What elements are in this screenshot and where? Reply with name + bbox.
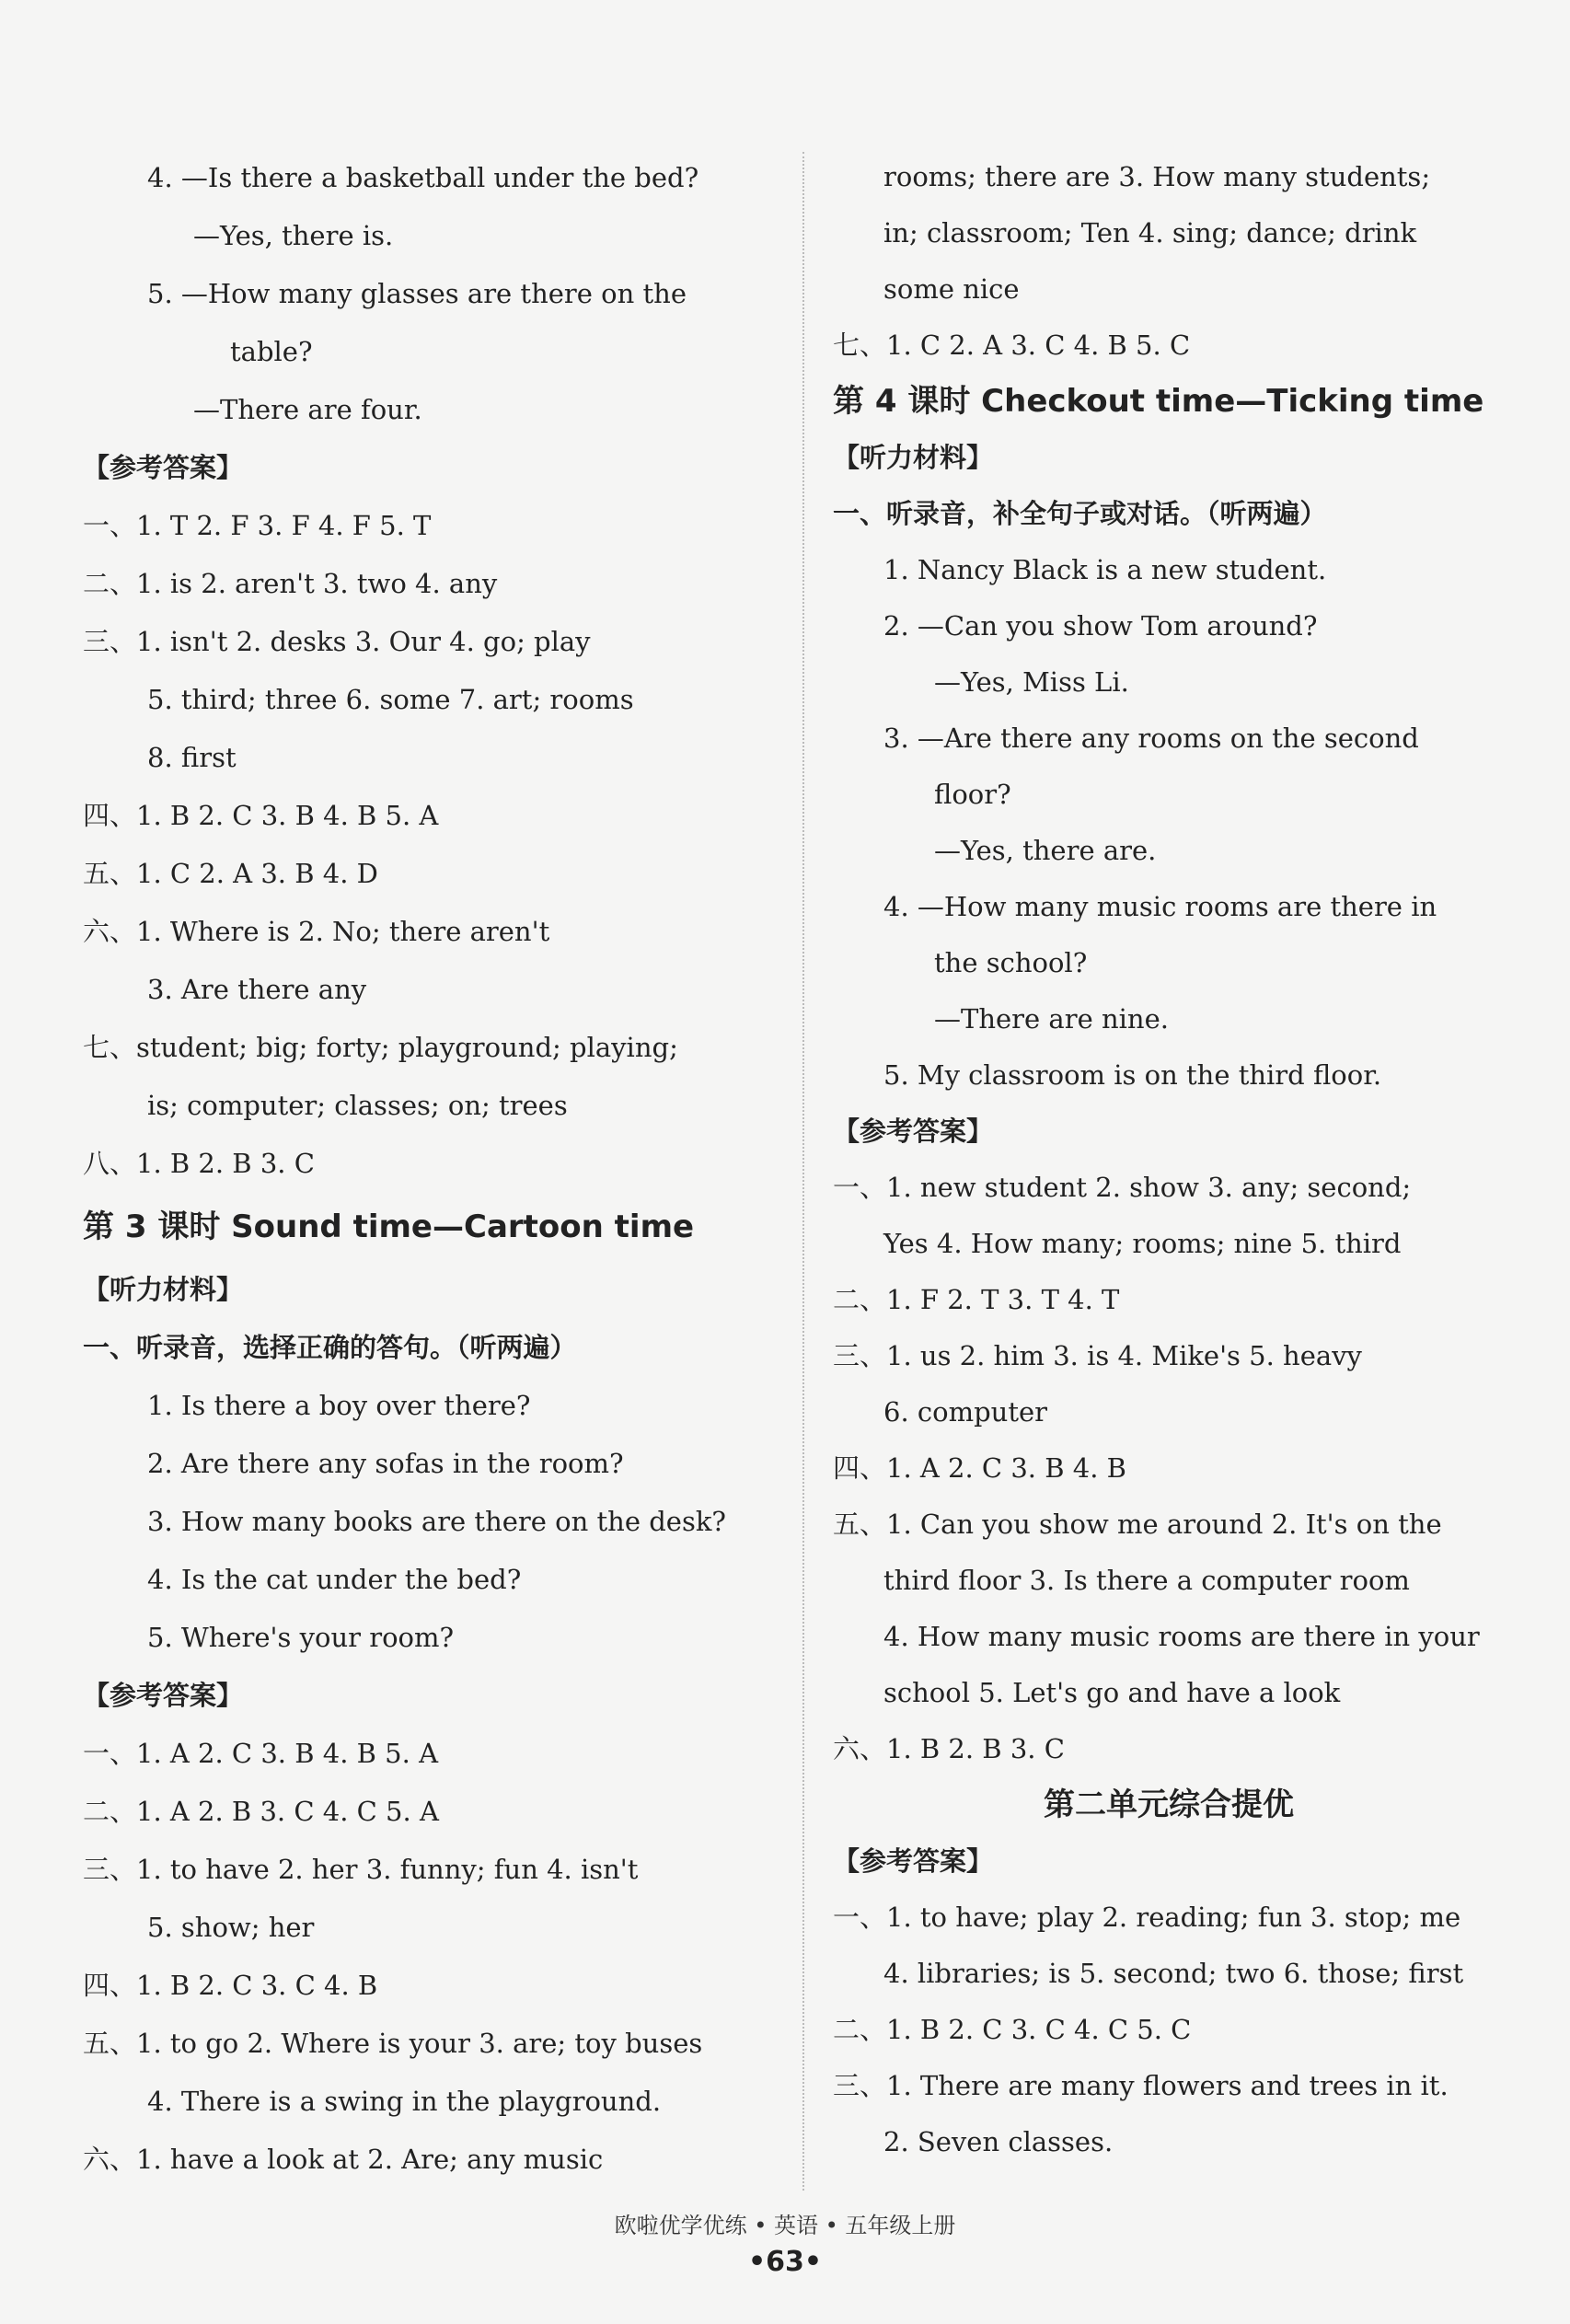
answer-line: 4. libraries; is 5. second; two 6. those; first bbox=[883, 1958, 1464, 1989]
answer-line: 一、1. to have; play 2. reading; fun 3. stop; me bbox=[833, 1902, 1461, 1933]
answer-line: 五、1. to go 2. Where is your 3. are; toy buses bbox=[83, 2028, 703, 2059]
section-heading: 【听力材料】 bbox=[833, 442, 994, 473]
column-divider bbox=[802, 152, 804, 2191]
footer-book-title: 欧啦优学优练 • 英语 • 五年级上册 bbox=[614, 2213, 956, 2238]
answer-line: 2. Seven classes. bbox=[883, 2126, 1114, 2157]
answer-line: —Yes, there is. bbox=[193, 220, 394, 251]
answer-line: is; computer; classes; on; trees bbox=[147, 1090, 568, 1121]
answer-line: 4. Is the cat under the bed? bbox=[147, 1564, 522, 1595]
left-column bbox=[83, 149, 782, 2189]
answer-line: 五、1. Can you show me around 2. It's on the bbox=[833, 1509, 1442, 1540]
answer-line: —There are nine. bbox=[934, 1003, 1169, 1035]
answer-line: 5. Where's your room? bbox=[147, 1622, 455, 1653]
section-heading: 【参考答案】 bbox=[83, 1680, 244, 1711]
answer-line: —There are four. bbox=[193, 394, 422, 425]
answer-line: rooms; there are 3. How many students; bbox=[883, 161, 1431, 192]
section-heading: 一、听录音，选择正确的答句。（听两遍） bbox=[83, 1332, 577, 1363]
answer-line: 四、1. B 2. C 3. C 4. B bbox=[83, 1970, 378, 2001]
answer-line: 三、1. to have 2. her 3. funny; fun 4. isn't bbox=[83, 1854, 639, 1885]
answer-line: 2. Are there any sofas in the room? bbox=[147, 1448, 624, 1479]
answer-line: 一、1. A 2. C 3. B 4. B 5. A bbox=[83, 1738, 439, 1769]
answer-line: 二、1. A 2. B 3. C 4. C 5. A bbox=[83, 1796, 439, 1827]
answer-line: 六、1. B 2. B 3. C bbox=[833, 1733, 1065, 1764]
answer-line: 二、1. B 2. C 3. C 4. C 5. C bbox=[833, 2014, 1192, 2045]
right-column bbox=[833, 149, 1505, 2170]
answer-line: 3. How many books are there on the desk? bbox=[147, 1506, 726, 1537]
answer-line: 五、1. C 2. A 3. B 4. D bbox=[83, 858, 378, 889]
answer-line: 4. —How many music rooms are there in bbox=[883, 891, 1437, 922]
answer-line: 8. first bbox=[147, 742, 237, 773]
answer-line: 3. Are there any bbox=[147, 974, 367, 1005]
answer-line: 四、1. A 2. C 3. B 4. B bbox=[833, 1452, 1126, 1484]
answer-line: school 5. Let's go and have a look bbox=[883, 1677, 1341, 1708]
section-heading: 【参考答案】 bbox=[833, 1845, 994, 1877]
answer-line: 三、1. There are many flowers and trees in it. bbox=[833, 2070, 1449, 2101]
page-number: •63• bbox=[747, 2246, 823, 2278]
section-heading: 一、听录音，补全句子或对话。（听两遍） bbox=[833, 498, 1327, 529]
answer-line: 3. —Are there any rooms on the second bbox=[883, 723, 1419, 754]
answer-line: 5. —How many glasses are there on the bbox=[147, 278, 687, 309]
answer-line: 4. There is a swing in the playground. bbox=[147, 2086, 662, 2117]
answer-line: table? bbox=[230, 336, 313, 367]
answer-line: 二、1. F 2. T 3. T 4. T bbox=[833, 1284, 1120, 1315]
answer-line: 七、student; big; forty; playground; playing; bbox=[83, 1032, 678, 1063]
answer-line: 四、1. B 2. C 3. B 4. B 5. A bbox=[83, 800, 439, 831]
answer-line: 三、1. isn't 2. desks 3. Our 4. go; play bbox=[83, 626, 591, 657]
section-heading: 【参考答案】 bbox=[83, 452, 244, 483]
answer-line: 6. computer bbox=[883, 1396, 1048, 1428]
answer-line: 七、1. C 2. A 3. C 4. B 5. C bbox=[833, 330, 1191, 361]
answer-line: 2. —Can you show Tom around? bbox=[883, 610, 1318, 642]
section-heading: 【听力材料】 bbox=[83, 1274, 244, 1305]
answer-line: —Yes, there are. bbox=[934, 835, 1157, 866]
answer-line: 一、1. new student 2. show 3. any; second; bbox=[833, 1172, 1412, 1203]
answer-line: 一、1. T 2. F 3. F 4. F 5. T bbox=[83, 510, 432, 541]
answer-line: —Yes, Miss Li. bbox=[934, 666, 1129, 698]
answer-line: 5. show; her bbox=[147, 1912, 315, 1943]
answer-line: 4. —Is there a basketball under the bed? bbox=[147, 162, 699, 193]
answer-line: in; classroom; Ten 4. sing; dance; drink bbox=[883, 217, 1417, 249]
section-title: 第 3 课时 Sound time—Cartoon time bbox=[83, 1208, 695, 1245]
answer-line: 八、1. B 2. B 3. C bbox=[83, 1148, 315, 1179]
section-heading: 【参考答案】 bbox=[833, 1116, 994, 1147]
answer-line: 5. third; three 6. some 7. art; rooms bbox=[147, 684, 634, 715]
answer-line: the school? bbox=[934, 947, 1088, 978]
section-title: 第二单元综合提优 bbox=[1044, 1786, 1294, 1823]
answer-line: 4. How many music rooms are there in your bbox=[883, 1621, 1480, 1652]
answer-line: third floor 3. Is there a computer room bbox=[883, 1565, 1410, 1596]
answer-line: 1. Is there a boy over there? bbox=[147, 1390, 531, 1421]
answer-line: 二、1. is 2. aren't 3. two 4. any bbox=[83, 568, 498, 599]
answer-line: 六、1. Where is 2. No; there aren't bbox=[83, 916, 550, 947]
answer-line: Yes 4. How many; rooms; nine 5. third bbox=[883, 1228, 1402, 1259]
answer-line: floor? bbox=[934, 779, 1011, 810]
section-title: 第 4 课时 Checkout time—Ticking time bbox=[833, 383, 1484, 420]
answer-line: 1. Nancy Black is a new student. bbox=[883, 554, 1327, 585]
answer-line: some nice bbox=[883, 273, 1020, 305]
answer-line: 5. My classroom is on the third floor. bbox=[883, 1059, 1382, 1091]
answer-line: 三、1. us 2. him 3. is 4. Mike's 5. heavy bbox=[833, 1340, 1362, 1371]
answer-line: 六、1. have a look at 2. Are; any music bbox=[83, 2144, 604, 2175]
